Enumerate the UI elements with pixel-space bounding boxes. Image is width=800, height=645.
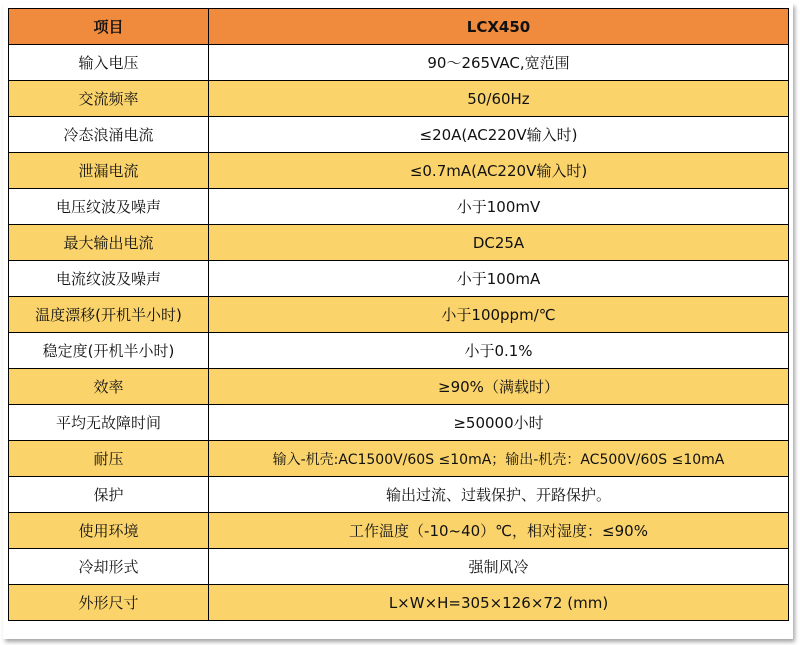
header-item-cell: 项目 xyxy=(9,9,209,45)
spec-table xyxy=(8,8,789,621)
row-label: 使用环境 xyxy=(9,513,209,549)
row-label: 交流频率 xyxy=(9,81,209,117)
row-value: 强制风冷 xyxy=(209,549,789,585)
row-value: ≥90%（满载时） xyxy=(209,369,789,405)
row-value: 50/60Hz xyxy=(209,81,789,117)
table-row xyxy=(9,225,789,261)
table-row xyxy=(9,333,789,369)
header-model-cell: LCX450 xyxy=(209,9,789,45)
row-value: 小于100ppm/℃ xyxy=(209,297,789,333)
row-label: 稳定度(开机半小时) xyxy=(9,333,209,369)
row-label: 保护 xyxy=(9,477,209,513)
row-value: 工作温度（-10~40）℃，相对湿度：≤90% xyxy=(209,513,789,549)
table-row xyxy=(9,477,789,513)
row-label: 输入电压 xyxy=(9,45,209,81)
row-value: ≥50000小时 xyxy=(209,405,789,441)
table-row xyxy=(9,585,789,621)
table-row xyxy=(9,369,789,405)
row-label: 冷却形式 xyxy=(9,549,209,585)
table-row xyxy=(9,117,789,153)
table-row xyxy=(9,189,789,225)
row-label: 温度漂移(开机半小时) xyxy=(9,297,209,333)
table-row xyxy=(9,153,789,189)
table-row xyxy=(9,513,789,549)
row-value: 小于0.1% xyxy=(209,333,789,369)
table-row xyxy=(9,441,789,477)
row-label: 耐压 xyxy=(9,441,209,477)
row-label: 平均无故障时间 xyxy=(9,405,209,441)
spec-table-frame xyxy=(3,3,793,639)
row-label: 外形尺寸 xyxy=(9,585,209,621)
table-row xyxy=(9,261,789,297)
row-value: 输入-机壳:AC1500V/60S ≤10mA；输出-机壳：AC500V/60S ≤10mA xyxy=(209,441,789,477)
table-row xyxy=(9,297,789,333)
row-label: 泄漏电流 xyxy=(9,153,209,189)
table-row xyxy=(9,405,789,441)
table-row xyxy=(9,45,789,81)
table-header-row xyxy=(9,9,789,45)
row-value: 输出过流、过载保护、开路保护。 xyxy=(209,477,789,513)
row-value: DC25A xyxy=(209,225,789,261)
row-value: 小于100mV xyxy=(209,189,789,225)
row-value: ≤0.7mA(AC220V输入时) xyxy=(209,153,789,189)
row-value: ≤20A(AC220V输入时) xyxy=(209,117,789,153)
row-label: 效率 xyxy=(9,369,209,405)
row-label: 电压纹波及噪声 xyxy=(9,189,209,225)
row-value: L×W×H=305×126×72 (mm) xyxy=(209,585,789,621)
table-row xyxy=(9,81,789,117)
row-label: 冷态浪涌电流 xyxy=(9,117,209,153)
row-value: 90～265VAC,宽范围 xyxy=(209,45,789,81)
row-label: 最大输出电流 xyxy=(9,225,209,261)
row-value: 小于100mA xyxy=(209,261,789,297)
row-label: 电流纹波及噪声 xyxy=(9,261,209,297)
table-row xyxy=(9,549,789,585)
